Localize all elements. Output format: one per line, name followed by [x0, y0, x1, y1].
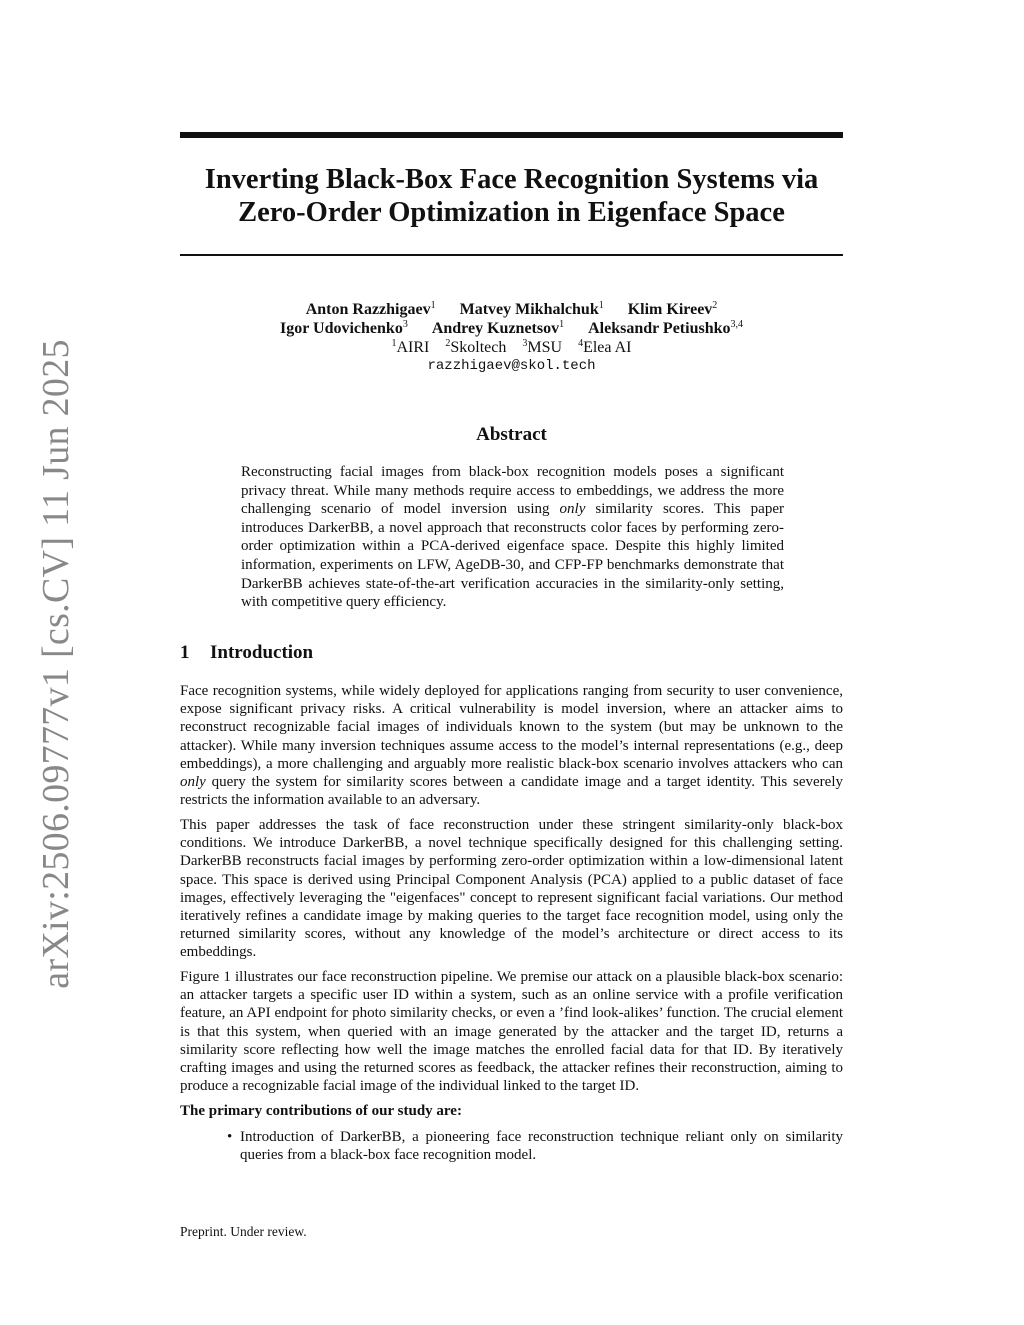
author-block — [180, 300, 843, 376]
section-number: 1 — [180, 642, 190, 663]
contributions-heading: The primary contributions of our study are: — [180, 1102, 462, 1119]
intro-body — [180, 682, 843, 1165]
affiliation-name: AIRI — [396, 339, 430, 356]
abstract-part: similarity scores. This paper introduces DarkerBB, a novel approach that reconstructs color faces by performing zero-order optimization within a PCA-derived eigenface space. Despite this highly limited information, experiments on LFW, AgeDB-30, and CFP-FP benchmarks demonstrate that DarkerBB achieves state-of-the-art verification accuracies in the similarity-only setting, with competitive query efficiency. — [241, 501, 784, 611]
affiliation-name: MSU — [527, 339, 563, 356]
paragraph-part: Face recognition systems, while widely deployed for applications ranging from security to user convenience, expose significant privacy risks. A critical vulnerability is model inversion, where an attacker aims to reconstruct recognizable facial images of individuals known to the system (but may be unknown to the attacker). While many inversion techniques assume access to the model’s internal representations (e.g., deep embeddings), a more challenging and arguably more realistic black-box scenario involves attackers who can — [180, 683, 843, 772]
arxiv-stamp-text: arXiv:2506.09777v1 [cs.CV] 11 Jun 2025 — [35, 339, 78, 989]
author-affiliation: 1 — [598, 300, 604, 311]
affiliation-name: Skoltech — [450, 339, 507, 356]
author-name: Matvey Mikhalchuk — [459, 301, 599, 318]
affiliation-number: 1 — [391, 338, 397, 349]
abstract-part: Reconstructing facial images from black-box recognition models poses a significant privacy threat. While many methods require access to embeddings, we address the more challenging scenario of model inversion using — [241, 464, 784, 518]
author-affiliation: 1 — [559, 319, 565, 330]
footer-note: Preprint. Under review. — [180, 1224, 307, 1239]
title-line-1: Inverting Black-Box Face Recognition Systems via — [204, 164, 819, 195]
arxiv-stamp — [35, 339, 78, 989]
abstract-heading: Abstract — [476, 424, 547, 445]
paragraph — [180, 682, 843, 809]
paragraph-part: query the system for similarity scores between a candidate image and a target identity. This severely restricts the information available to an adversary. — [180, 774, 843, 809]
affiliation-number: 4 — [578, 338, 584, 349]
title-rule-top — [180, 132, 843, 138]
author-row-2 — [180, 319, 843, 338]
affiliation-name: Elea AI — [583, 339, 632, 356]
author-affiliation: 3,4 — [730, 319, 743, 330]
author-name: Aleksandr Petiushko — [588, 320, 731, 337]
paragraph: Figure 1 illustrates our face reconstruction pipeline. We premise our attack on a plausible black-box scenario: an attacker targets a specific user ID within a system, such as an online service with a profile verification feature, an API endpoint for photo similarity checks, or even a ’find look-alikes’ function. The crucial element is that this system, when queried with an image generated by the attacker and the target ID, returns a similarity score reflecting how well the image matches the enrolled facial data for that ID. By iteratively crafting images and using the returned scores as feedback, the attacker refines their reconstruction, aiming to produce a recognizable facial image of the individual linked to the target ID. — [180, 969, 843, 1095]
contribution-item: • Introduction of DarkerBB, a pioneering face reconstruction technique reliant only on similarity queries from a black-box face recognition model. — [240, 1128, 843, 1164]
title-line-2: Zero-Order Optimization in Eigenface Space — [238, 197, 785, 228]
author-affiliation: 3 — [402, 319, 408, 330]
section-title: Introduction — [210, 642, 314, 663]
author-name: Anton Razzhigaev — [305, 301, 431, 318]
abstract-emphasis: only — [559, 501, 586, 518]
affiliations-row — [180, 338, 843, 357]
section-heading — [180, 642, 843, 664]
author-name: Klim Kireev — [627, 301, 713, 318]
contributions-list — [180, 1128, 843, 1164]
paragraph-emphasis: only — [180, 774, 206, 791]
author-affiliation: 2 — [712, 300, 718, 311]
paragraph: This paper addresses the task of face reconstruction under these stringent similarity-only black-box conditions. We introduce DarkerBB, a novel technique specifically designed for this challenging setting. DarkerBB reconstructs facial images by performing zero-order optimization within a low-dimensional latent space. This space is derived using Principal Component Analysis (PCA) applied to a public dataset of face images, effectively leveraging the "eigenfaces" concept to represent significant facial variations. Our method iteratively refines a candidate image by making queries to the target face recognition model, using only the returned similarity scores, without any knowledge of the model’s architecture or direct access to its embeddings. — [180, 816, 843, 961]
author-name: Andrey Kuznetsov — [431, 320, 560, 337]
author-row-1 — [180, 300, 843, 319]
author-name: Igor Udovichenko — [279, 320, 403, 337]
affiliation-number: 3 — [522, 338, 528, 349]
paper-title — [180, 163, 843, 229]
title-rule-bottom — [180, 254, 843, 256]
affiliation-number: 2 — [445, 338, 451, 349]
author-email: razzhigaev@skol.tech — [427, 358, 596, 374]
abstract-text — [241, 463, 784, 612]
author-affiliation: 1 — [430, 300, 436, 311]
